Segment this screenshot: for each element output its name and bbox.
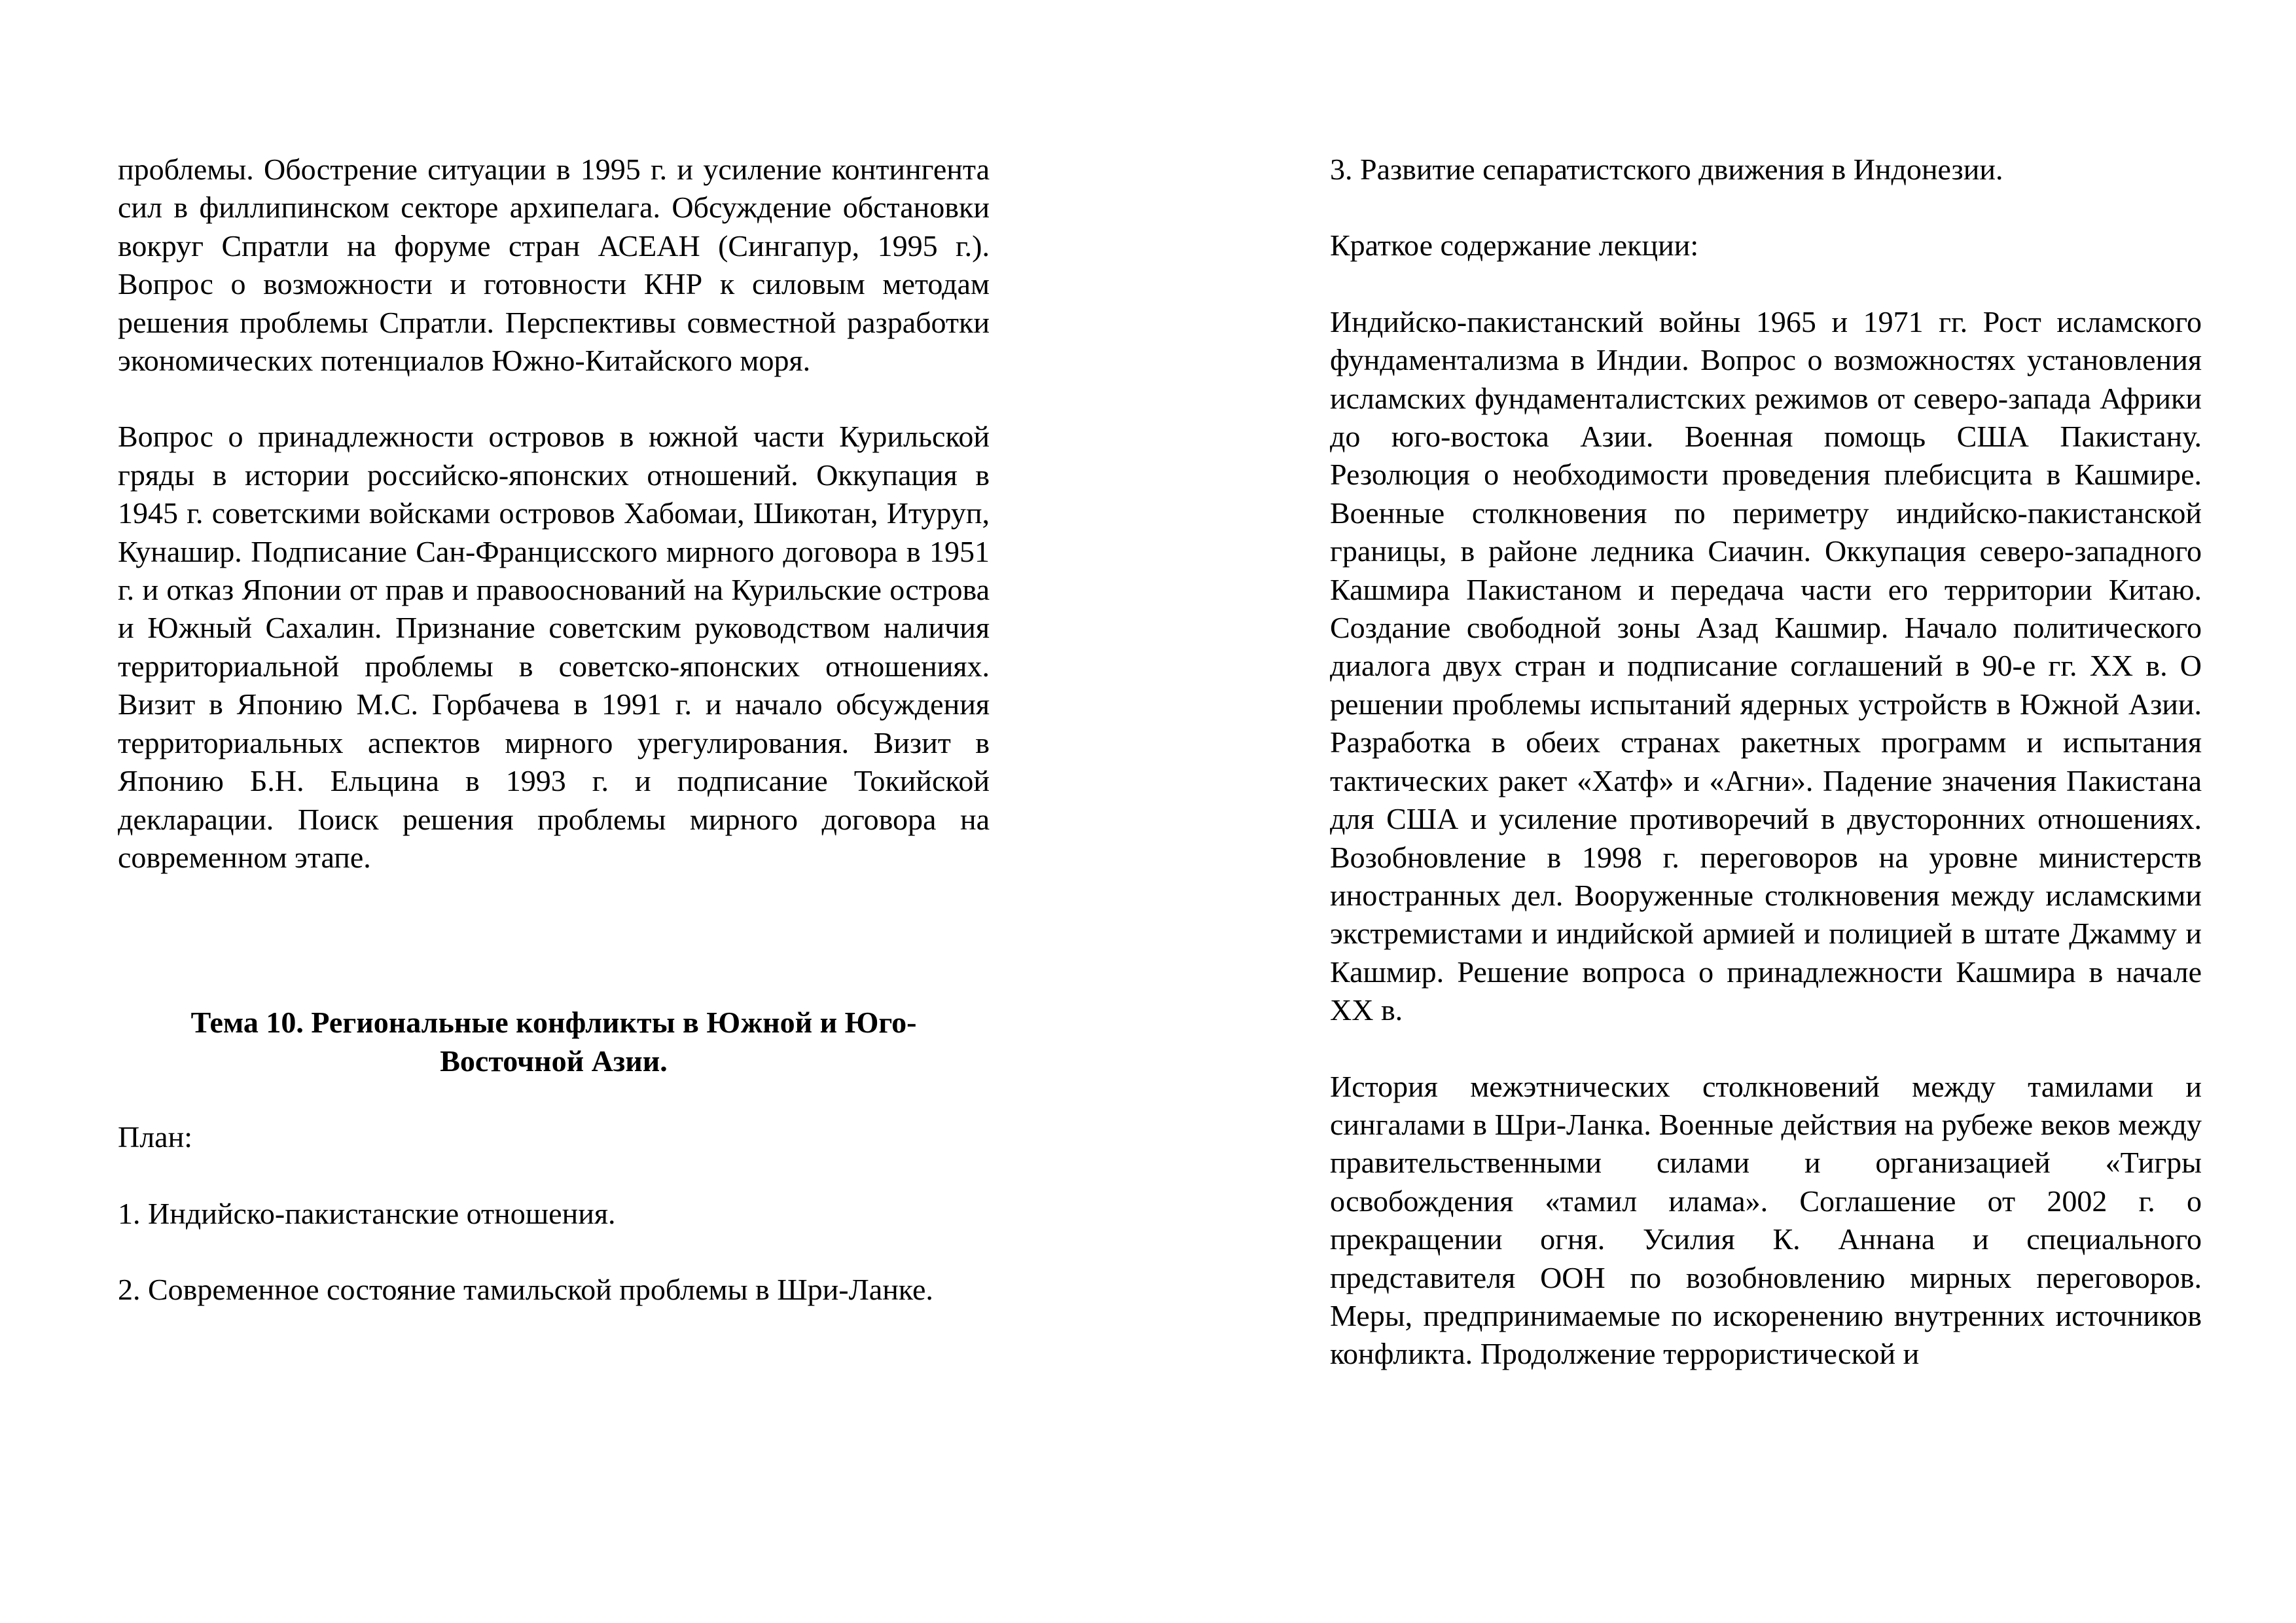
topic-heading-line-2: Восточной Азии. <box>440 1044 668 1078</box>
paragraph-spratly: проблемы. Обострение ситуации в 1995 г. и усиление контингента сил в филлипинском секторе архипелага. Обсуждение обстановки вокруг Спратли на форуме стран АСЕАН (Сингапур, 1995 г.). Вопрос о возможности и готовности КНР к силовым методам решения проблемы Спратли. Перспективы совместной разработки экономических потенциалов Южно-Китайского моря. <box>118 153 990 378</box>
summary-label: Краткое содержание лекции: <box>1330 228 1699 263</box>
paragraph-india-pakistan: Индийско-пакистанский войны 1965 и 1971 гг. Рост исламского фундаментализма в Индии. Вопрос о возможностях установления исламских фундаменталистских режимов от северо-запада Африки до юго-востока Азии. Военная помощь США Пакистану. Резолюция о необходимости проведения плебисцита в Кашмире. Военные столкновения по периметру индийско-пакистанской границы, в районе ледника Сиачин. Оккупация северо-западного Кашмира Пакистаном и передача части его территории Китаю. Создание свободной зоны Азад Кашмир. Начало политического диалога двух стран и подписание соглашений в 90-е гг. XX в. О решении проблемы испытаний ядерных устройств в Южной Азии. Разработка в обеих странах ракетных программ и испытания тактических ракет «Хатф» и «Агни». Падение значения Пакистана для США и усиление противоречий в двусторонних отношениях. Возобновление в 1998 г. переговоров на уровне министерств иностранных дел. Вооруженные столкновения между исламскими экстремистами и индийской армией и полицией в штате Джамму и Кашмир. Решение вопроса о принадлежности Кашмира в начале XX в. <box>1330 304 2202 1027</box>
paragraph-kuril-islands: Вопрос о принадлежности островов в южной части Курильской гряды в истории российско-японских отношений. Оккупация в 1945 г. советскими войсками островов Хабомаи, Шикотан, Итуруп, Кунашир. Подписание Сан-Францисского мирного договора в 1951 г. и отказ Японии от прав и правооснований на Курильские острова и Южный Сахалин. Признание советским руководством наличия территориальной проблемы в советско-японских отношениях. Визит в Японию М.С. Горбачева в 1991 г. и начало обсуждения территориальных аспектов мирного урегулирования. Визит в Японию Б.Н. Ельцина в 1993 г. и подписание Токийской декларации. Поиск решения проблемы мирного договора на современном этапе. <box>118 420 990 874</box>
topic-heading <box>118 1004 990 1080</box>
topic-heading-line-1: Тема 10. Региональные конфликты в Южной и Юго- <box>190 1006 917 1040</box>
plan-item-3: 3. Развитие сепаратистского движения в Индонезии. <box>1330 153 2003 186</box>
paragraph-sri-lanka: История межэтнических столкновений между тамилами и сингалами в Шри-Ланка. Военные действия на рубеже веков между правительственными силами и организацией «Тигры освобождения «тамил илама». Соглашение от 2002 г. о прекращении огня. Усилия К. Аннана и специального представителя ООН по возобновлению мирных переговоров. Меры, предпринимаемые по искоренению внутренних источников конфликта. Продолжение террористической и <box>1330 1069 2202 1371</box>
right-column <box>1330 151 2202 1374</box>
left-column <box>118 151 990 1309</box>
plan-item-2: 2. Современное состояние тамильской проблемы в Шри-Ланке. <box>118 1272 933 1306</box>
plan-label: План: <box>118 1120 192 1154</box>
plan-item-1: 1. Индийско-пакистанские отношения. <box>118 1196 616 1230</box>
